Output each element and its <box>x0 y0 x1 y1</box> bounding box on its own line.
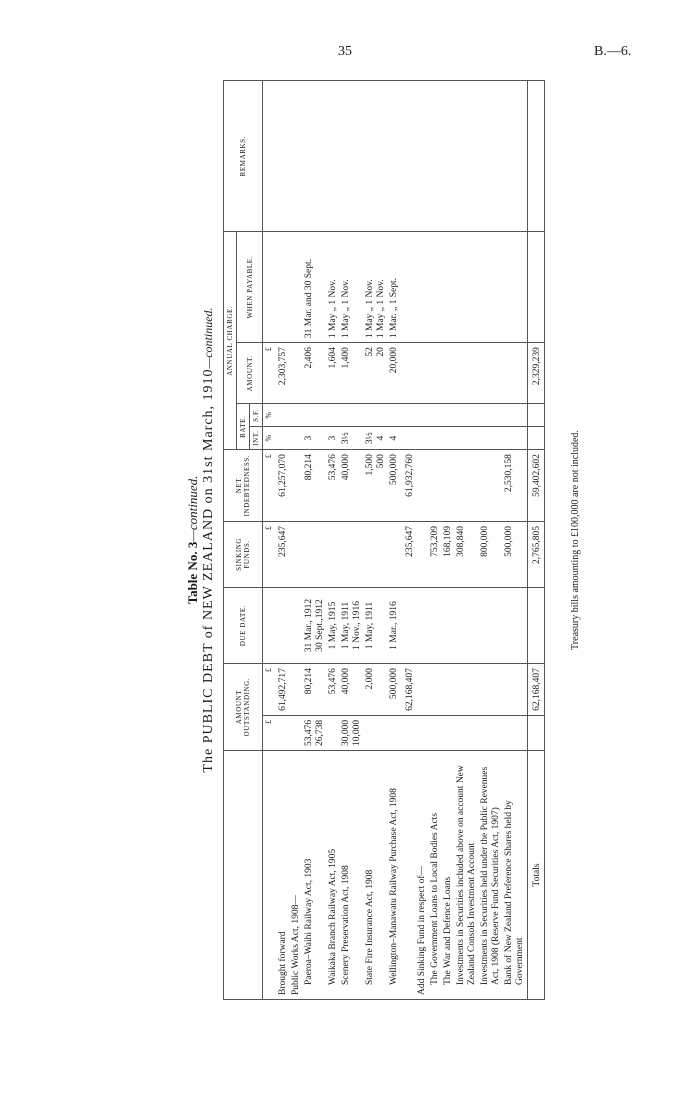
cell-sf <box>388 404 401 427</box>
cell-amount-b: 40,000 <box>340 664 364 716</box>
cell-int: 3 <box>303 427 327 450</box>
cell-amount-b: 2,000 <box>364 664 388 716</box>
cell-sinking-funds: 235,647 <box>274 521 290 587</box>
header-sinking-funds: SINKING FUNDS. <box>224 521 263 587</box>
cell-when-payable <box>455 232 479 343</box>
header-when-payable: WHEN PAYABLE. <box>237 232 263 343</box>
cell-annual-amount <box>455 343 479 404</box>
cell-amount-a <box>401 715 417 750</box>
cell-sinking-funds <box>340 521 364 587</box>
cell-description: Investments in Securities held under the Public Revenues Act, 1908 (Reserve Fund Securities Act, 1907) <box>479 751 503 1000</box>
cell-when-payable: 31 Mar. and 30 Sept. <box>303 232 327 343</box>
cell-remarks <box>327 81 340 232</box>
unit-percent: % <box>263 427 275 450</box>
cell-annual-amount: 1,604 <box>327 343 340 404</box>
cell-amount-b <box>442 664 455 716</box>
cell-amount-b <box>416 664 429 716</box>
unit-pound: £ <box>263 343 275 404</box>
cell-int <box>455 427 479 450</box>
totals-row <box>527 81 544 1000</box>
cell-description: Waikaka Branch Railway Act, 1905 <box>327 751 340 1000</box>
cell-sf <box>442 404 455 427</box>
cell-due-date <box>429 587 442 663</box>
cell-due-date <box>455 587 479 663</box>
header-row <box>224 81 237 1000</box>
header-amount: AMOUNT. <box>237 343 263 404</box>
cell-remarks <box>429 81 442 232</box>
cell-net <box>455 450 479 522</box>
table-row <box>429 81 442 1000</box>
footnote: Treasury bills amounting to £100,000 are not included. <box>570 430 581 650</box>
cell-annual-amount: 1,400 <box>340 343 364 404</box>
cell-due-date: 1 May, 1911 1 Nov., 1916 <box>340 587 364 663</box>
cell-sinking-funds: 500,000 <box>503 521 527 587</box>
table-row <box>401 81 417 1000</box>
cell-net: 2,530,158 <box>503 450 527 522</box>
cell-sf <box>416 404 429 427</box>
cell-when-payable <box>429 232 442 343</box>
cell-amount-a <box>364 715 388 750</box>
cell-remarks <box>416 81 429 232</box>
table-row <box>364 81 388 1000</box>
cell-due-date: 1 May, 1911 <box>364 587 388 663</box>
header-rate-int: INT. <box>250 427 263 450</box>
totals-amount: 62,168,407 <box>527 664 544 716</box>
cell-description: Wellington–Manawatu Railway Purchase Act, 1908 <box>388 751 401 1000</box>
cell-net <box>416 450 429 522</box>
cell-remarks <box>340 81 364 232</box>
cell-remarks <box>401 81 417 232</box>
cell-when-payable <box>479 232 503 343</box>
cell-when-payable <box>401 232 417 343</box>
cell-amount-a <box>290 715 303 750</box>
cell-description: Brought forward <box>274 751 290 1000</box>
cell-amount-b <box>503 664 527 716</box>
cell-due-date <box>479 587 503 663</box>
cell-sf <box>455 404 479 427</box>
cell-sf <box>274 404 290 427</box>
table-row <box>303 81 327 1000</box>
header-description <box>224 751 263 1000</box>
cell-amount-a <box>429 715 442 750</box>
table-row <box>274 81 290 1000</box>
cell-int: 4 <box>388 427 401 450</box>
cell-remarks <box>479 81 503 232</box>
cell-amount-a <box>442 715 455 750</box>
cell-annual-amount <box>290 343 303 404</box>
cell-sinking-funds: 235,647 <box>401 521 417 587</box>
cell-amount-b <box>290 664 303 716</box>
cell-sf <box>401 404 417 427</box>
page-number: 35 <box>338 44 352 59</box>
cell-amount-a <box>479 715 503 750</box>
cell-when-payable <box>442 232 455 343</box>
cell-int <box>503 427 527 450</box>
cell-description: Scenery Preservation Act, 1908 <box>340 751 364 1000</box>
cell-description: State Fire Insurance Act, 1908 <box>364 751 388 1000</box>
cell-sf <box>340 404 364 427</box>
cell-remarks <box>388 81 401 232</box>
table-row <box>388 81 401 1000</box>
cell-int <box>416 427 429 450</box>
cell-amount-a: 53,476 26,738 <box>303 715 327 750</box>
cell-int <box>479 427 503 450</box>
cell-sinking-funds: 168,109 <box>442 521 455 587</box>
table-row <box>327 81 340 1000</box>
cell-due-date <box>416 587 429 663</box>
table-row <box>503 81 527 1000</box>
cell-amount-b: 53,476 <box>327 664 340 716</box>
cell-due-date: 1 Mar., 1916 <box>388 587 401 663</box>
cell-amount-a <box>274 715 290 750</box>
cell-when-payable <box>416 232 429 343</box>
cell-amount-a <box>327 715 340 750</box>
header-amount-outstanding: AMOUNT OUTSTANDING. <box>224 664 263 751</box>
cell-when-payable: 1 May „ 1 Nov. 1 May „ 1 Nov. <box>364 232 388 343</box>
cell-sinking-funds: 800,000 <box>479 521 503 587</box>
cell-sf <box>290 404 303 427</box>
cell-net: 40,000 <box>340 450 364 522</box>
cell-description: Paeroa–Waihi Railway Act, 1903 <box>303 751 327 1000</box>
cell-int <box>401 427 417 450</box>
cell-sf <box>503 404 527 427</box>
cell-net <box>429 450 442 522</box>
cell-description <box>401 751 417 1000</box>
unit-pound: £ <box>263 521 275 587</box>
cell-net <box>290 450 303 522</box>
cell-due-date: 31 Mar., 1912 30 Sept.,1912 <box>303 587 327 663</box>
cell-annual-amount <box>442 343 455 404</box>
cell-annual-amount: 20,000 <box>388 343 401 404</box>
cell-description: Add Sinking Fund in respect of— <box>416 751 429 1000</box>
cell-int <box>442 427 455 450</box>
cell-annual-amount <box>479 343 503 404</box>
cell-due-date: 1 May, 1915 <box>327 587 340 663</box>
table-title: The PUBLIC DEBT of NEW ZEALAND on 31st March, 1910—continued. <box>201 307 216 773</box>
cell-annual-amount <box>503 343 527 404</box>
cell-sf <box>327 404 340 427</box>
rotated-table-block <box>185 80 595 1000</box>
cell-net: 53,476 <box>327 450 340 522</box>
cell-remarks <box>364 81 388 232</box>
totals-label: Totals <box>527 751 544 1000</box>
public-debt-table <box>223 80 545 1000</box>
cell-sinking-funds <box>327 521 340 587</box>
cell-amount-b: 80,214 <box>303 664 327 716</box>
cell-amount-b: 500,000 <box>388 664 401 716</box>
unit-pound: £ <box>263 664 275 716</box>
unit-pound: £ <box>263 450 275 522</box>
cell-amount-b: 61,492,717 <box>274 664 290 716</box>
table-row <box>442 81 455 1000</box>
table-row <box>479 81 503 1000</box>
header-remarks: REMARKS. <box>224 81 263 232</box>
cell-net: 80,214 <box>303 450 327 522</box>
cell-description: The War and Defence Loans <box>442 751 455 1000</box>
cell-due-date <box>442 587 455 663</box>
unit-row <box>263 81 275 1000</box>
cell-amount-b <box>429 664 442 716</box>
cell-remarks <box>290 81 303 232</box>
table-number: Table No. 3—continued. <box>185 475 200 605</box>
totals-net: 59,402,602 <box>527 450 544 522</box>
cell-amount-a <box>455 715 479 750</box>
cell-when-payable <box>274 232 290 343</box>
cell-annual-amount <box>401 343 417 404</box>
cell-sinking-funds: 753,209 <box>429 521 442 587</box>
header-due-date: DUE DATE. <box>224 587 263 663</box>
cell-sinking-funds <box>416 521 429 587</box>
cell-net <box>442 450 455 522</box>
cell-sf <box>479 404 503 427</box>
header-rate: RATE. <box>237 404 250 450</box>
table-row <box>416 81 429 1000</box>
cell-net: 61,257,070 <box>274 450 290 522</box>
cell-when-payable <box>290 232 303 343</box>
cell-int <box>274 427 290 450</box>
cell-annual-amount: 52 20 <box>364 343 388 404</box>
cell-sinking-funds <box>364 521 388 587</box>
cell-int <box>290 427 303 450</box>
cell-net: 61,932,760 <box>401 450 417 522</box>
totals-annual-amount: 2,329,239 <box>527 343 544 404</box>
cell-remarks <box>303 81 327 232</box>
unit-pound: £ <box>263 715 275 750</box>
cell-amount-a <box>503 715 527 750</box>
cell-due-date <box>290 587 303 663</box>
cell-description: Bank of New Zealand Preference Shares held by Government <box>503 751 527 1000</box>
cell-int: 3 <box>327 427 340 450</box>
cell-due-date <box>503 587 527 663</box>
cell-net <box>479 450 503 522</box>
cell-sf <box>429 404 442 427</box>
cell-description: Investments in Securities included above on account New Zealand Consols Investment Account <box>455 751 479 1000</box>
document-reference: B.—6. <box>594 44 632 59</box>
cell-when-payable: 1 May „ 1 Nov. <box>327 232 340 343</box>
table-row <box>290 81 303 1000</box>
cell-description: Public Works Act, 1908— <box>290 751 303 1000</box>
cell-annual-amount <box>429 343 442 404</box>
cell-remarks <box>503 81 527 232</box>
cell-annual-amount <box>416 343 429 404</box>
cell-sinking-funds <box>303 521 327 587</box>
cell-amount-b <box>455 664 479 716</box>
unit-percent: % <box>263 404 275 427</box>
cell-due-date <box>401 587 417 663</box>
cell-amount-a: 30,000 10,000 <box>340 715 364 750</box>
cell-sinking-funds <box>388 521 401 587</box>
cell-sinking-funds: 308,840 <box>455 521 479 587</box>
cell-amount-a <box>416 715 429 750</box>
cell-annual-amount: 2,406 <box>303 343 327 404</box>
cell-remarks <box>442 81 455 232</box>
header-net-indebtedness: NET INDEBTEDNESS. <box>224 450 263 522</box>
cell-amount-a <box>388 715 401 750</box>
cell-sinking-funds <box>290 521 303 587</box>
table-row <box>455 81 479 1000</box>
cell-sf <box>303 404 327 427</box>
cell-net: 1,500 500 <box>364 450 388 522</box>
cell-int: 3½ 4 <box>364 427 388 450</box>
cell-int: 3½ <box>340 427 364 450</box>
cell-due-date <box>274 587 290 663</box>
header-rate-sf: S.F. <box>250 404 263 427</box>
cell-when-payable: 1 Mar. „ 1 Sept. <box>388 232 401 343</box>
cell-when-payable <box>503 232 527 343</box>
table-row <box>340 81 364 1000</box>
cell-when-payable: 1 May „ 1 Nov. <box>340 232 364 343</box>
header-annual-charge: ANNUAL CHARGE. <box>224 232 237 450</box>
cell-annual-amount: 2,303,757 <box>274 343 290 404</box>
cell-description: The Government Loans to Local Bodies Acts <box>429 751 442 1000</box>
cell-amount-b: 62,168,407 <box>401 664 417 716</box>
cell-int <box>429 427 442 450</box>
cell-sf <box>364 404 388 427</box>
cell-remarks <box>274 81 290 232</box>
totals-sinking-funds: 2,765,805 <box>527 521 544 587</box>
cell-amount-b <box>479 664 503 716</box>
cell-remarks <box>455 81 479 232</box>
cell-net: 500,000 <box>388 450 401 522</box>
